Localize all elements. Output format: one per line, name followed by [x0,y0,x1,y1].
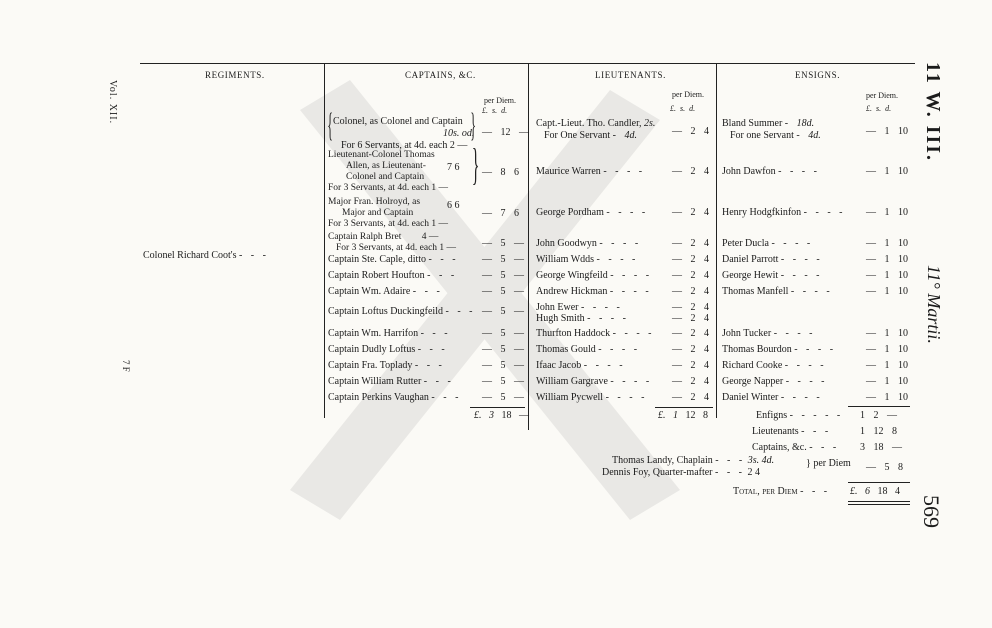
brace: } [471,140,480,189]
ensign-row: George Napper - - - - [722,376,828,387]
volume-label: Vol. XII. [107,80,118,125]
header-captains: CAPTAINS, &C. [405,70,476,80]
captain-row: Captain Dudly Loftus - - - [328,344,448,355]
lieutenant-row: George Pordham - - - - [536,207,649,218]
captain-row-amount: — 5 — [482,286,524,297]
captain-row-amount: — 5 — [482,392,524,403]
summary-row-amount: 1 12 8 [860,426,897,437]
captain-row: Captain Loftus Duckingfeild - - - [328,306,476,317]
lieutenant-row-amount: — 2 4 [672,376,709,387]
reign-heading: 11 W. III. [922,62,944,163]
summary-row: Captains, &c. - - - [752,442,840,453]
lieutenant-row-amount: — 2 4 [672,313,709,324]
staff-per-diem: } per Diem [806,458,851,469]
ensign-row: Thomas Manfell - - - - [722,286,833,297]
ensign-row: John Tucker - - - - [722,328,816,339]
lsd-captains: £. s. d. [482,106,508,115]
ensign-row: John Dawfon - - - - [722,166,820,177]
total-rule-top [848,482,910,483]
lieutenant-row-amount: — 2 4 [672,302,709,313]
ensign-row: Thomas Bourdon - - - - [722,344,837,355]
ensign-row: George Hewit - - - - [722,270,823,281]
lieutenant-row-amount: — 2 4 [672,360,709,371]
lieutenant-row: Hugh Smith - - - - [536,313,629,324]
captain-row-amount: — 5 — [482,344,524,355]
captain-ltcol-sub: 7 6 [447,162,460,173]
per-diem-lieutenants: per Diem. [672,90,704,99]
lieutenant-row: Thurfton Haddock - - - - [536,328,655,339]
ensign-row-amount: — 1 10 [866,207,908,218]
lieutenant-row-amount: — 2 4 [672,392,709,403]
col-divider-3 [716,63,717,418]
col-divider-2 [528,63,529,430]
total-label: Total, per Diem - - - [733,486,831,497]
lieutenant-row: William Pycwell - - - - [536,392,648,403]
ensign-first: Bland Summer - 18d. For one Servant - 4d. [722,118,821,141]
lieutenant-row-amount: — 2 4 [672,238,709,249]
lieutenant-row-amount: — 2 4 [672,166,709,177]
captain-row: Captain Ste. Caple, ditto - - - [328,254,459,265]
ensign-row-amount: — 1 10 [866,286,908,297]
total-rule-bottom [848,501,910,502]
ensign-row-amount: — 1 10 [866,166,908,177]
ensign-row: Daniel Winter - - - - [722,392,823,403]
captain-row-amount: — 5 — [482,306,524,317]
ensign-row-amount: — 1 10 [866,328,908,339]
lieutenant-row-amount: — 2 4 [672,328,709,339]
per-diem-captains: per Diem. [484,96,516,105]
lsd-lieutenants: £. s. d. [670,104,696,113]
lieutenant-row: George Wingfeild - - - - [536,270,653,281]
captain-row: Captain Wm. Harrifon - - - [328,328,451,339]
summary-row: Lieutenants - - - [752,426,832,437]
lieutenant-row: Thomas Gould - - - - [536,344,641,355]
captain-row-amount: — 5 — [482,270,524,281]
lieutenant-first: Capt.-Lieut. Tho. Candler, 2s. For One Servant - 4d. [536,118,656,141]
ensign-row: Richard Cooke - - - - [722,360,827,371]
lieutenant-first-amount: — 2 4 [672,126,709,137]
total-rule-double [848,504,910,505]
ensign-row-amount: — 1 10 [866,254,908,265]
lieutenant-row-amount: — 2 4 [672,254,709,265]
captain-total: £. 3 18 — [474,410,529,421]
captain-row: Captain William Rutter - - - [328,376,454,387]
page-number: 569 [919,495,944,528]
captain-row-amount: — 5 — [482,254,524,265]
captain-row-amount: — 5 — [482,376,524,387]
col-divider-1 [324,63,325,418]
captain-colonel-amount: — 12 — [482,127,529,138]
ensign-row-amount: — 1 10 [866,344,908,355]
regiment-name: Colonel Richard Coot's - - - [143,250,269,261]
captain-colonel: Colonel, as Colonel and Captain 10s. od. For 6 Servants, at 4d. each 2 — [333,116,475,151]
lieutenant-row-amount: — 2 4 [672,286,709,297]
lieutenant-row: John Goodwyn - - - - [536,238,642,249]
ensign-row-amount: — 1 10 [866,360,908,371]
lieutenant-row: Andrew Hickman - - - - [536,286,652,297]
ensign-row-amount: — 1 10 [866,376,908,387]
lieutenant-row-amount: — 2 4 [672,344,709,355]
lsd-ensigns: £. s. d. [866,104,892,113]
captain-row: Captain Robert Houfton - - - [328,270,458,281]
captain-brett: Captain Ralph Bret 4 — For 3 Servants, at 4d. each 1 — [328,232,457,253]
header-regiments: REGIMENTS. [205,70,265,80]
brace: { [327,107,334,144]
summary-row-amount: 1 2 — [860,410,897,421]
captain-row: Captain Fra. Toplady - - - [328,360,445,371]
date-heading: 11° Martii. [924,265,944,344]
summary-rule [848,406,910,407]
lieutenant-row: Ifaac Jacob - - - - [536,360,626,371]
captain-ltcol-amount: — 8 6 [482,167,519,178]
header-ensigns: ENSIGNS. [795,70,841,80]
lieutenant-row-amount: — 2 4 [672,207,709,218]
lieutenant-row: Maurice Warren - - - - [536,166,646,177]
ensign-row-amount: — 1 10 [866,392,908,403]
captain-ltcol: Lieutenant-Colonel Thomas Allen, as Lieutenant- Colonel and Captain For 3 Servants, at 4d. each 1 — [328,150,449,193]
brace: } [470,107,477,144]
ensign-row: Henry Hodgfkinfon - - - - [722,207,846,218]
lieutenant-total-rule [655,407,713,408]
captain-brett-amount: — 5 — [482,238,524,249]
captain-row: Captain Wm. Adaire - - - [328,286,443,297]
captain-row: Captain Perkins Vaughan - - - [328,392,462,403]
ensign-row: Peter Ducla - - - - [722,238,814,249]
captain-major: Major Fran. Holroyd, as Major and Captain For 3 Servants, at 4d. each 1 — [328,197,449,229]
lieutenant-row: William Wdds - - - - [536,254,639,265]
lieutenant-row: William Gargrave - - - - [536,376,653,387]
header-lieutenants: LIEUTENANTS. [595,70,666,80]
summary-row-amount: 3 18 — [860,442,902,453]
staff-block: Thomas Landy, Chaplain - - - 3s. 4d. Dennis Foy, Quarter-mafter - - - 2 4 [602,455,775,478]
lieutenant-total: £. 1 12 8 [658,410,708,421]
staff-amount: — 5 8 [866,462,903,473]
lieutenant-row-amount: — 2 4 [672,270,709,281]
ensign-row-amount: — 1 10 [866,238,908,249]
per-diem-ensigns: per Diem. [866,91,898,100]
captain-major-sub: 6 6 [447,200,460,211]
ensign-row-amount: — 1 10 [866,270,908,281]
summary-row: Enfigns - - - - - [756,410,844,421]
captain-row-amount: — 5 — [482,328,524,339]
ensign-first-amount: — 1 10 [866,126,908,137]
captain-major-amount: — 7 6 [482,208,519,219]
captain-row-amount: — 5 — [482,360,524,371]
lieutenant-row: John Ewer - - - - [536,302,623,313]
ensign-row: Daniel Parrott - - - - [722,254,823,265]
signature-mark: 7 F [121,360,131,372]
captain-total-rule [470,407,525,408]
total-amount: £. 6 18 4 [850,486,900,497]
